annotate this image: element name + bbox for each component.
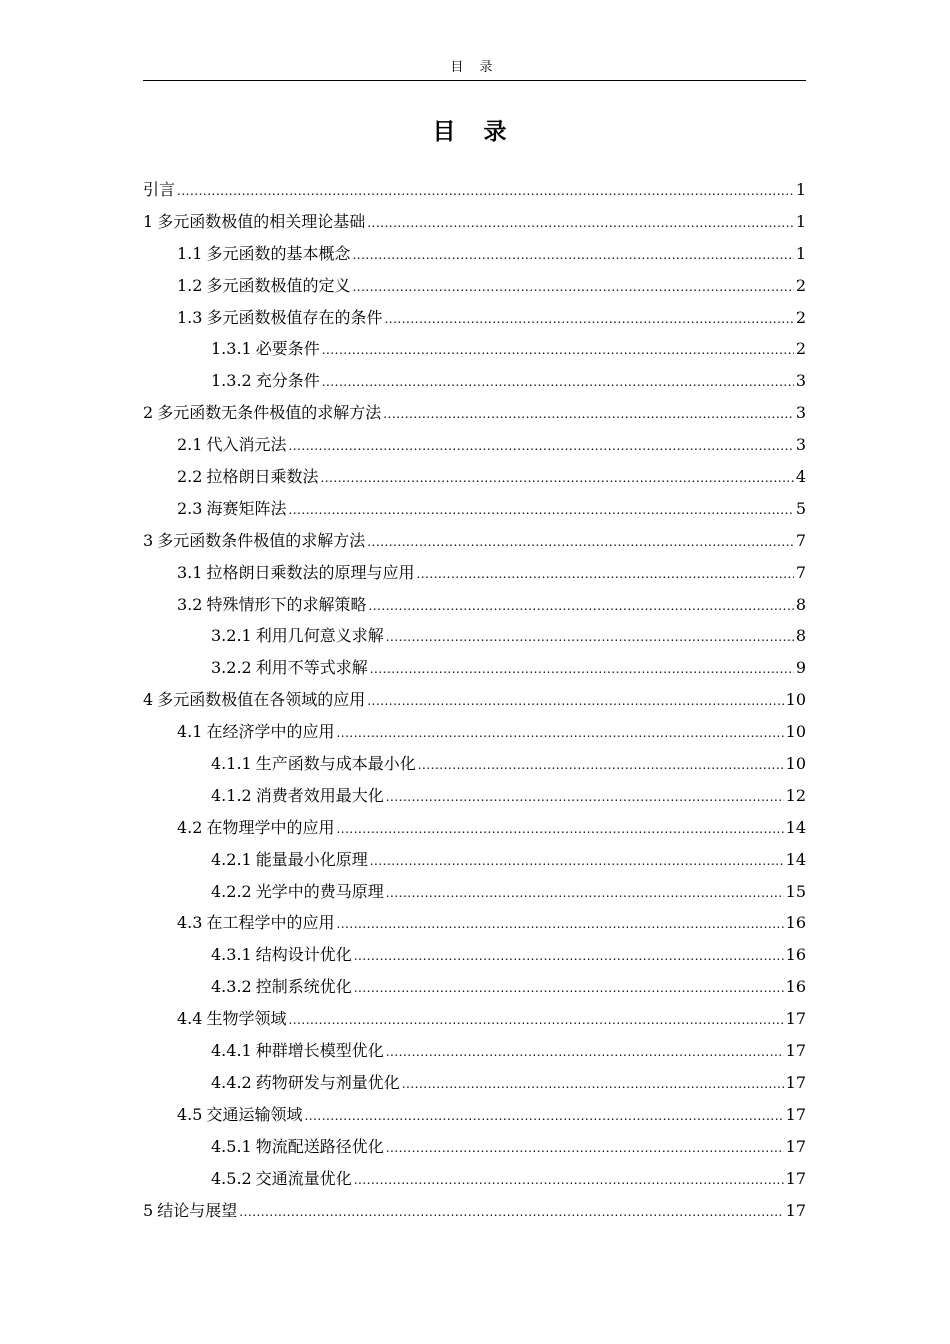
toc-entry[interactable] [143,748,806,780]
toc-entry[interactable] [143,206,806,238]
toc-page-number: 16 [785,977,806,997]
toc-dot-leader [418,750,784,780]
toc-entry-label: 特殊情形下的求解策略 [206,594,367,614]
toc-dot-leader [336,718,783,748]
toc-entry[interactable] [143,429,806,461]
toc-entry-number: 1.3 [177,307,203,327]
toc-entry-number: 1.1 [177,243,203,263]
toc-entry[interactable] [143,1195,806,1227]
toc-dot-leader [383,399,794,429]
toc-entry-label: 代入消元法 [206,435,287,455]
toc-page-number: 17 [785,1104,806,1124]
toc-dot-leader [386,622,794,652]
toc-entry-label: 海赛矩阵法 [206,498,287,518]
toc-entry[interactable] [143,493,806,525]
toc-entry-label: 结构设计优化 [255,945,352,965]
toc-dot-leader [352,240,793,270]
toc-entry[interactable] [143,1003,806,1035]
toc-entry-number: 4.1.2 [211,785,252,805]
table-of-contents [143,174,806,1226]
toc-dot-leader [368,591,793,621]
toc-dot-leader [386,878,784,908]
toc-entry-label: 控制系统优化 [255,977,352,997]
toc-dot-leader [384,304,793,334]
toc-entry-number: 3.2.1 [211,626,252,646]
toc-entry-label: 多元函数极值的定义 [206,275,351,295]
toc-entry-number: 3.2 [177,594,203,614]
toc-entry-number: 4.1 [177,722,203,742]
toc-entry-number: 4.5.2 [211,1168,252,1188]
toc-entry[interactable] [143,620,806,652]
toc-dot-leader [288,431,793,461]
toc-entry-number: 1 [143,211,154,231]
toc-dot-leader [367,686,783,716]
toc-entry-label: 拉格朗日乘数法 [206,467,319,487]
toc-dot-leader [416,559,793,589]
toc-page-number: 15 [785,881,806,901]
toc-entry-label: 引言 [143,180,176,199]
toc-entry-label: 利用不等式求解 [255,658,368,678]
toc-entry-label: 多元函数条件极值的求解方法 [157,530,366,550]
toc-dot-leader [370,846,784,876]
toc-entry[interactable] [143,1099,806,1131]
toc-entry[interactable] [143,971,806,1003]
toc-page-number: 10 [785,722,806,742]
toc-entry[interactable] [143,461,806,493]
toc-page-number: 17 [785,1168,806,1188]
running-header: 目 录 [143,58,806,81]
toc-page-number: 7 [795,530,806,550]
toc-entry-number: 4.5.1 [211,1136,252,1156]
toc-entry-number: 4.2.2 [211,881,252,901]
toc-entry[interactable] [143,365,806,397]
toc-dot-leader [336,909,783,939]
toc-dot-leader [367,527,794,557]
toc-entry-label: 多元函数极值的相关理论基础 [157,211,366,231]
toc-entry-label: 能量最小化原理 [255,849,368,869]
toc-entry[interactable] [143,652,806,684]
toc-dot-leader [354,941,784,971]
toc-page-number: 2 [795,339,806,359]
toc-entry-number: 2 [143,403,154,423]
toc-entry-number: 4.4.1 [211,1041,252,1061]
toc-page-number: 5 [795,498,806,518]
toc-dot-leader [320,463,793,493]
page-title: 目 录 [432,119,517,145]
toc-page-number: 14 [785,817,806,837]
toc-page-number: 3 [795,371,806,391]
toc-entry-label: 多元函数极值存在的条件 [206,307,383,327]
toc-entry[interactable] [143,174,806,206]
toc-dot-leader [288,1005,783,1035]
toc-entry-label: 物流配送路径优化 [255,1136,384,1156]
toc-dot-leader [386,1133,784,1163]
toc-dot-leader [322,367,794,397]
toc-page-number: 17 [785,1041,806,1061]
toc-entry-label: 光学中的费马原理 [255,881,384,901]
toc-entry[interactable] [143,270,806,302]
toc-entry-label: 在工程学中的应用 [206,913,335,933]
toc-entry[interactable] [143,684,806,716]
toc-entry-number: 4 [143,690,154,710]
toc-entry-number: 4.4.2 [211,1072,252,1092]
toc-entry-number: 1.3.2 [211,371,252,391]
toc-page-number: 17 [785,1009,806,1029]
toc-entry-label: 充分条件 [255,371,320,391]
toc-entry-number: 4.1.1 [211,754,252,774]
toc-entry-label: 多元函数极值在各领域的应用 [157,690,366,710]
toc-entry[interactable] [143,1131,806,1163]
toc-entry[interactable] [143,589,806,621]
toc-entry-label: 拉格朗日乘数法的原理与应用 [206,562,415,582]
toc-dot-leader [402,1069,784,1099]
toc-entry-number: 1.3.1 [211,339,252,359]
toc-entry-number: 4.4 [177,1009,203,1029]
toc-entry-number: 3.1 [177,562,203,582]
toc-entry-number: 2.1 [177,435,203,455]
toc-entry[interactable] [143,302,806,334]
toc-entry-number: 4.3 [177,913,203,933]
toc-entry[interactable] [143,1067,806,1099]
toc-entry[interactable] [143,716,806,748]
toc-entry-label: 结论与展望 [157,1200,238,1220]
toc-entry[interactable] [143,844,806,876]
toc-entry-label: 必要条件 [255,339,320,359]
toc-entry-label: 交通运输领域 [206,1104,303,1124]
toc-entry[interactable] [143,333,806,365]
toc-page-number: 10 [785,754,806,774]
toc-entry-number: 2.2 [177,467,203,487]
toc-entry-label: 生产函数与成本最小化 [255,754,416,774]
toc-page-number: 1 [795,211,806,231]
toc-entry-label: 消费者效用最大化 [255,785,384,805]
toc-entry-label: 利用几何意义求解 [255,626,384,646]
toc-entry-number: 2.3 [177,498,203,518]
toc-entry-label: 生物学领域 [206,1009,287,1029]
toc-entry-number: 1.2 [177,275,203,295]
toc-page-number: 8 [795,626,806,646]
toc-dot-leader [370,654,794,684]
toc-entry-number: 4.5 [177,1104,203,1124]
toc-page-number: 1 [795,243,806,263]
toc-page-number: 1 [795,180,806,199]
toc-dot-leader [322,335,794,365]
toc-page-number: 3 [795,403,806,423]
toc-entry-label: 在经济学中的应用 [206,722,335,742]
toc-dot-leader [367,208,794,238]
toc-dot-leader [177,176,794,206]
toc-page-number: 3 [795,435,806,455]
toc-entry-number: 4.3.2 [211,977,252,997]
toc-entry[interactable] [143,238,806,270]
toc-dot-leader [336,814,783,844]
toc-entry-label: 种群增长模型优化 [255,1041,384,1061]
toc-page-number: 17 [785,1200,806,1220]
toc-entry[interactable] [143,876,806,908]
toc-dot-leader [239,1197,783,1227]
toc-entry[interactable] [143,1163,806,1195]
toc-page-number: 16 [785,945,806,965]
toc-dot-leader [288,495,793,525]
toc-entry-number: 3.2.2 [211,658,252,678]
toc-entry[interactable] [143,907,806,939]
toc-entry-number: 4.3.1 [211,945,252,965]
toc-entry-number: 5 [143,1200,154,1220]
toc-dot-leader [354,1165,784,1195]
toc-dot-leader [352,272,793,302]
toc-page-number: 14 [785,849,806,869]
toc-entry-number: 4.2 [177,817,203,837]
toc-page-number: 9 [795,658,806,678]
toc-entry-number: 3 [143,530,154,550]
toc-entry-number: 4.2.1 [211,849,252,869]
toc-entry-label: 多元函数的基本概念 [206,243,351,263]
toc-page-number: 2 [795,307,806,327]
toc-page-number: 4 [795,467,806,487]
toc-entry[interactable] [143,812,806,844]
toc-dot-leader [386,782,784,812]
toc-entry-label: 交通流量优化 [255,1168,352,1188]
toc-entry-label: 药物研发与剂量优化 [255,1072,400,1092]
toc-entry[interactable] [143,1035,806,1067]
toc-page-number: 12 [785,785,806,805]
toc-entry[interactable] [143,397,806,429]
toc-entry[interactable] [143,939,806,971]
toc-entry-label: 在物理学中的应用 [206,817,335,837]
toc-page-number: 17 [785,1136,806,1156]
toc-page-number: 8 [795,594,806,614]
toc-entry-label: 多元函数无条件极值的求解方法 [157,403,382,423]
toc-dot-leader [386,1037,784,1067]
toc-page-number: 16 [785,913,806,933]
toc-page-number: 10 [785,690,806,710]
toc-dot-leader [304,1101,783,1131]
toc-entry[interactable] [143,780,806,812]
toc-entry[interactable] [143,557,806,589]
toc-page-number: 2 [795,275,806,295]
toc-entry[interactable] [143,525,806,557]
toc-page-number: 7 [795,562,806,582]
toc-page-number: 17 [785,1072,806,1092]
toc-dot-leader [354,973,784,1003]
